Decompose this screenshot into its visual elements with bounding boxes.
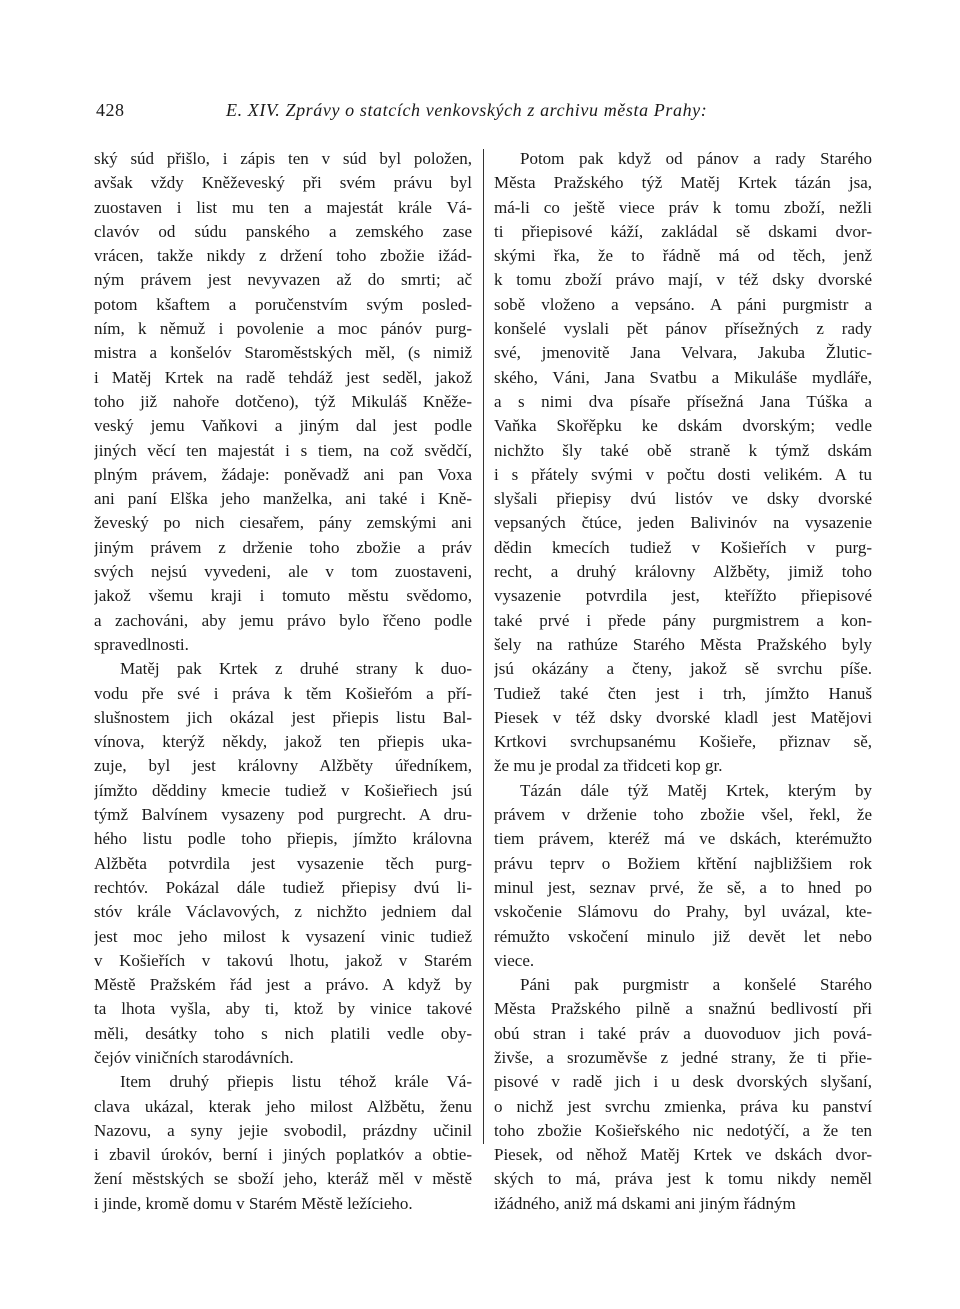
text-line: i zbavil úrokóv, berní i jiných poplatkóv a obtie- xyxy=(94,1145,472,1165)
text-line: a s nimi dva písaře přísežná Jana Túška a xyxy=(494,391,872,411)
text-line: i jinde, kromě domu v Starém Městě ležícieho. xyxy=(94,1193,413,1213)
text-line: Městě Pražském řád jest a právo. A když by xyxy=(94,975,472,995)
text-line: ním, k němuž i povolenie a moc pánóv purg- xyxy=(94,319,472,339)
text-line: Města Pražského týž Matěj Krtek tázán jsa, xyxy=(494,173,872,193)
text-line: v Košieřích v takovú lhotu, jakož v Starém xyxy=(94,950,472,970)
left-text-column xyxy=(94,147,472,1216)
text-line: plným právem, žádaje: poněvadž ani pan Voxa xyxy=(94,464,472,484)
text-line: jiných věcí ten majestát i s tiem, na což svědčí, xyxy=(94,440,472,460)
text-line: mistra a konšelóv Staroměstských měl, (s nimiž xyxy=(94,343,472,363)
text-line: právem v drženie toho zbožie všel, řekl, že xyxy=(494,805,872,825)
text-line: Páni pak purgmistr a konšelé Starého xyxy=(520,975,872,995)
text-line: ský súd přišlo, i zápis ten v súd byl položen, xyxy=(94,149,472,168)
text-line: své, jmenovitě Jana Velvara, Jakuba Žlutic- xyxy=(494,343,872,363)
text-line: o nichž jest svrchu zmienka, práva ku panství xyxy=(494,1096,872,1116)
text-line: sobě vloženo a vepsáno. A páni purgmistr a xyxy=(494,294,872,314)
text-line: potom kšaftem a poručenstvím svým posled- xyxy=(94,294,472,314)
paragraph xyxy=(94,657,472,1070)
column-divider xyxy=(483,149,484,1144)
text-line: spravedlnosti. xyxy=(94,634,189,654)
text-line: vskočenie Slámovu do Prahy, byl uvázal, kte- xyxy=(494,902,872,922)
text-line: k tomu zboží právo mají, v též dsky dvorské xyxy=(494,270,872,290)
text-line: rechtóv. Pokázal dále tudiež přiepisy dvú li- xyxy=(94,877,472,897)
text-line: dědin kmecích tudiež v Košieřích v purg- xyxy=(494,537,872,557)
text-line: jiným právem z drženie toho zbožie a práv xyxy=(94,537,472,557)
text-line: Matěj pak Krtek z druhé strany k duo- xyxy=(120,659,472,679)
text-line: vysazenie potvrdila jest, kteřížto přiepisové xyxy=(494,586,872,606)
text-line: hého listu podle toho přiepis, jímžto královna xyxy=(94,829,472,849)
text-line: živše, a srozuměvše z jedné strany, že ti přie- xyxy=(494,1047,872,1067)
right-text-column xyxy=(494,147,872,1216)
text-line: vínova, kterýž někdy, jakož ten přiepis uka- xyxy=(94,732,472,752)
text-line: týmž Balvínem vysazeny pod purgrecht. A dru- xyxy=(94,805,472,825)
page-number: 428 xyxy=(96,100,125,120)
text-line: že mu je prodal za třidceti kop gr. xyxy=(494,756,723,776)
text-line: Krtkovi svrchupsanému Košieře, přiznav sě, xyxy=(494,732,872,752)
text-line: zuostaven i list mu ten a majestát krále Vá- xyxy=(94,197,472,217)
text-line: viece. xyxy=(494,950,535,970)
text-line: obú stran i také práv a duovoduov jich pová- xyxy=(494,1023,872,1043)
text-line: veský jemu Vaňkovi a jiným dal jest podle xyxy=(94,416,472,436)
text-line: ževeský po nich ciesařem, pány zemskými ani xyxy=(94,513,472,533)
text-line: toho zbožie Košieřského nic nedotýčí, a že ten xyxy=(494,1120,872,1140)
text-line: clavóv od súdu panského a zemského zase xyxy=(94,221,472,241)
text-line: má-li co ještě viece práv k tomu zboží, nežli xyxy=(494,197,872,217)
paragraph xyxy=(94,147,472,657)
text-line: nichžto šly také obě straně k týmž dskám xyxy=(494,440,872,460)
text-line: čejóv viničních starodávních. xyxy=(94,1047,294,1067)
text-line: vrácen, takže nikdy z držení toho zbožie ižád- xyxy=(94,246,472,266)
text-line: Tázán dále týž Matěj Krtek, kterým by xyxy=(520,780,872,800)
text-line: Item druhý přiepis listu téhož krále Vá- xyxy=(120,1072,472,1092)
text-line: slyšali přiepisy dvú listóv ve dsky dvorské xyxy=(494,489,872,509)
text-line: svých nejsú vyvedeni, ale v tom zuostaveni, xyxy=(94,562,472,582)
text-line: měli, desátky toho s nich platili vedle oby- xyxy=(94,1023,472,1043)
text-line: pisové v radě jich i u desk dvorských slyšaní, xyxy=(494,1072,872,1092)
paragraph xyxy=(494,147,872,779)
text-line: clava ukázal, kterak jeho milost Alžbětu, ženu xyxy=(94,1096,472,1116)
text-line: ným právem jest nevyvazen až do smrti; ač xyxy=(94,270,472,290)
text-line: ských to má, práva jest k tomu nikdy neměl xyxy=(494,1169,872,1189)
text-line: rémužto vskočení minulo již devět let nebo xyxy=(494,926,872,946)
text-line: jakož všemu kraji i tomuto městu svědomo, xyxy=(94,586,472,606)
text-line: zuje, byl jest královny Alžběty úředníkem, xyxy=(94,756,472,776)
text-line: Města Pražského pilně a snažnú bedlivostí při xyxy=(494,999,872,1019)
text-line: jsú okázány a čteny, jakož sě svrchu píše. xyxy=(494,659,872,679)
text-line: skými řka, že to řádně má od těch, jenž xyxy=(494,246,872,266)
text-line: také prvé i přede pány purgmistrem a kon- xyxy=(494,610,872,630)
paragraph xyxy=(494,779,872,973)
text-line: Nazovu, a syny jejie svobodil, prázdny učinil xyxy=(94,1120,472,1140)
text-line: toho již nahoře dotčeno), týž Mikuláš Kněže- xyxy=(94,391,472,411)
text-line: právu teprv o Božiem křtění najbližšiem rok xyxy=(494,853,872,873)
paragraph xyxy=(494,973,872,1216)
text-line: Piesek, od něhož Matěj Krtek ve dskách dvor- xyxy=(494,1145,872,1165)
text-line: minul jest, seznav prvé, že sě, a to hned po xyxy=(494,877,872,897)
text-line: ti přiepisové káží, zakládal sě dskami dvor- xyxy=(494,221,872,241)
text-line: žení městských se sboží jeho, kteráž měl v městě xyxy=(94,1169,472,1189)
paragraph xyxy=(94,1070,472,1216)
running-header xyxy=(96,100,876,130)
text-line: tiem právem, kteréž má ve dskách, kterémužto xyxy=(494,829,872,849)
text-line: recht, a druhý královny Alžběty, jimiž toho xyxy=(494,562,872,582)
text-line: avšak vždy Kněževeský při svém právu byl xyxy=(94,173,472,193)
running-title: E. XIV. Zprávy o statcích venkovských z archivu města Prahy: xyxy=(226,100,708,120)
text-line: i Matěj Krtek na radě tehdáž jest seděl, jakož xyxy=(94,367,472,387)
text-line: Piesek v též dsky dvorské kladl jest Matějovi xyxy=(494,707,872,727)
text-line: Tudiež také čten jest i trh, jímžto Hanuš xyxy=(494,683,872,703)
text-line: Vaňka Skořěpku ke dskám dvorským; vedle xyxy=(494,416,872,436)
text-line: jest moc jeho milost k vysazení vinic tudiež xyxy=(94,926,472,946)
text-line: i s přátely svými v počtu dosti velikém. A tu xyxy=(494,464,872,484)
text-line: stóv krále Václavových, z nichžto jedniem dal xyxy=(94,902,472,922)
text-line: ta lhota vyšla, aby ti, ktož by vinice takové xyxy=(94,999,472,1019)
text-line: ižádného, aniž má dskami ani jiným řádným xyxy=(494,1193,796,1213)
text-line: jímžto děddiny kmecie tudiež v Košieřiech jsú xyxy=(94,780,472,800)
text-line: ského, Váni, Jana Svatbu a Mikuláše mydláře, xyxy=(494,367,872,387)
text-line: vodu pře své i práva k těm Košieřóm a pří- xyxy=(94,683,472,703)
text-line: ani paní Elška jeho manželka, ani také i Kně- xyxy=(94,489,472,509)
text-line: Alžběta potvrdila jest vysazenie těch purg- xyxy=(94,853,472,873)
text-line: slušnostem jich okázal jest přiepis listu Bal- xyxy=(94,707,472,727)
text-line: šely na rathúze Starého Města Pražského byly xyxy=(494,634,872,654)
text-line: vepsaných čtúce, jeden Balivinóv na vysazenie xyxy=(494,513,872,533)
text-line: konšelé vyslali pět pánov přísežných z rady xyxy=(494,319,872,339)
text-line: Potom pak když od pánov a rady Starého xyxy=(520,149,872,168)
text-line: a zachováni, aby jemu právo bylo řčeno podle xyxy=(94,610,472,630)
